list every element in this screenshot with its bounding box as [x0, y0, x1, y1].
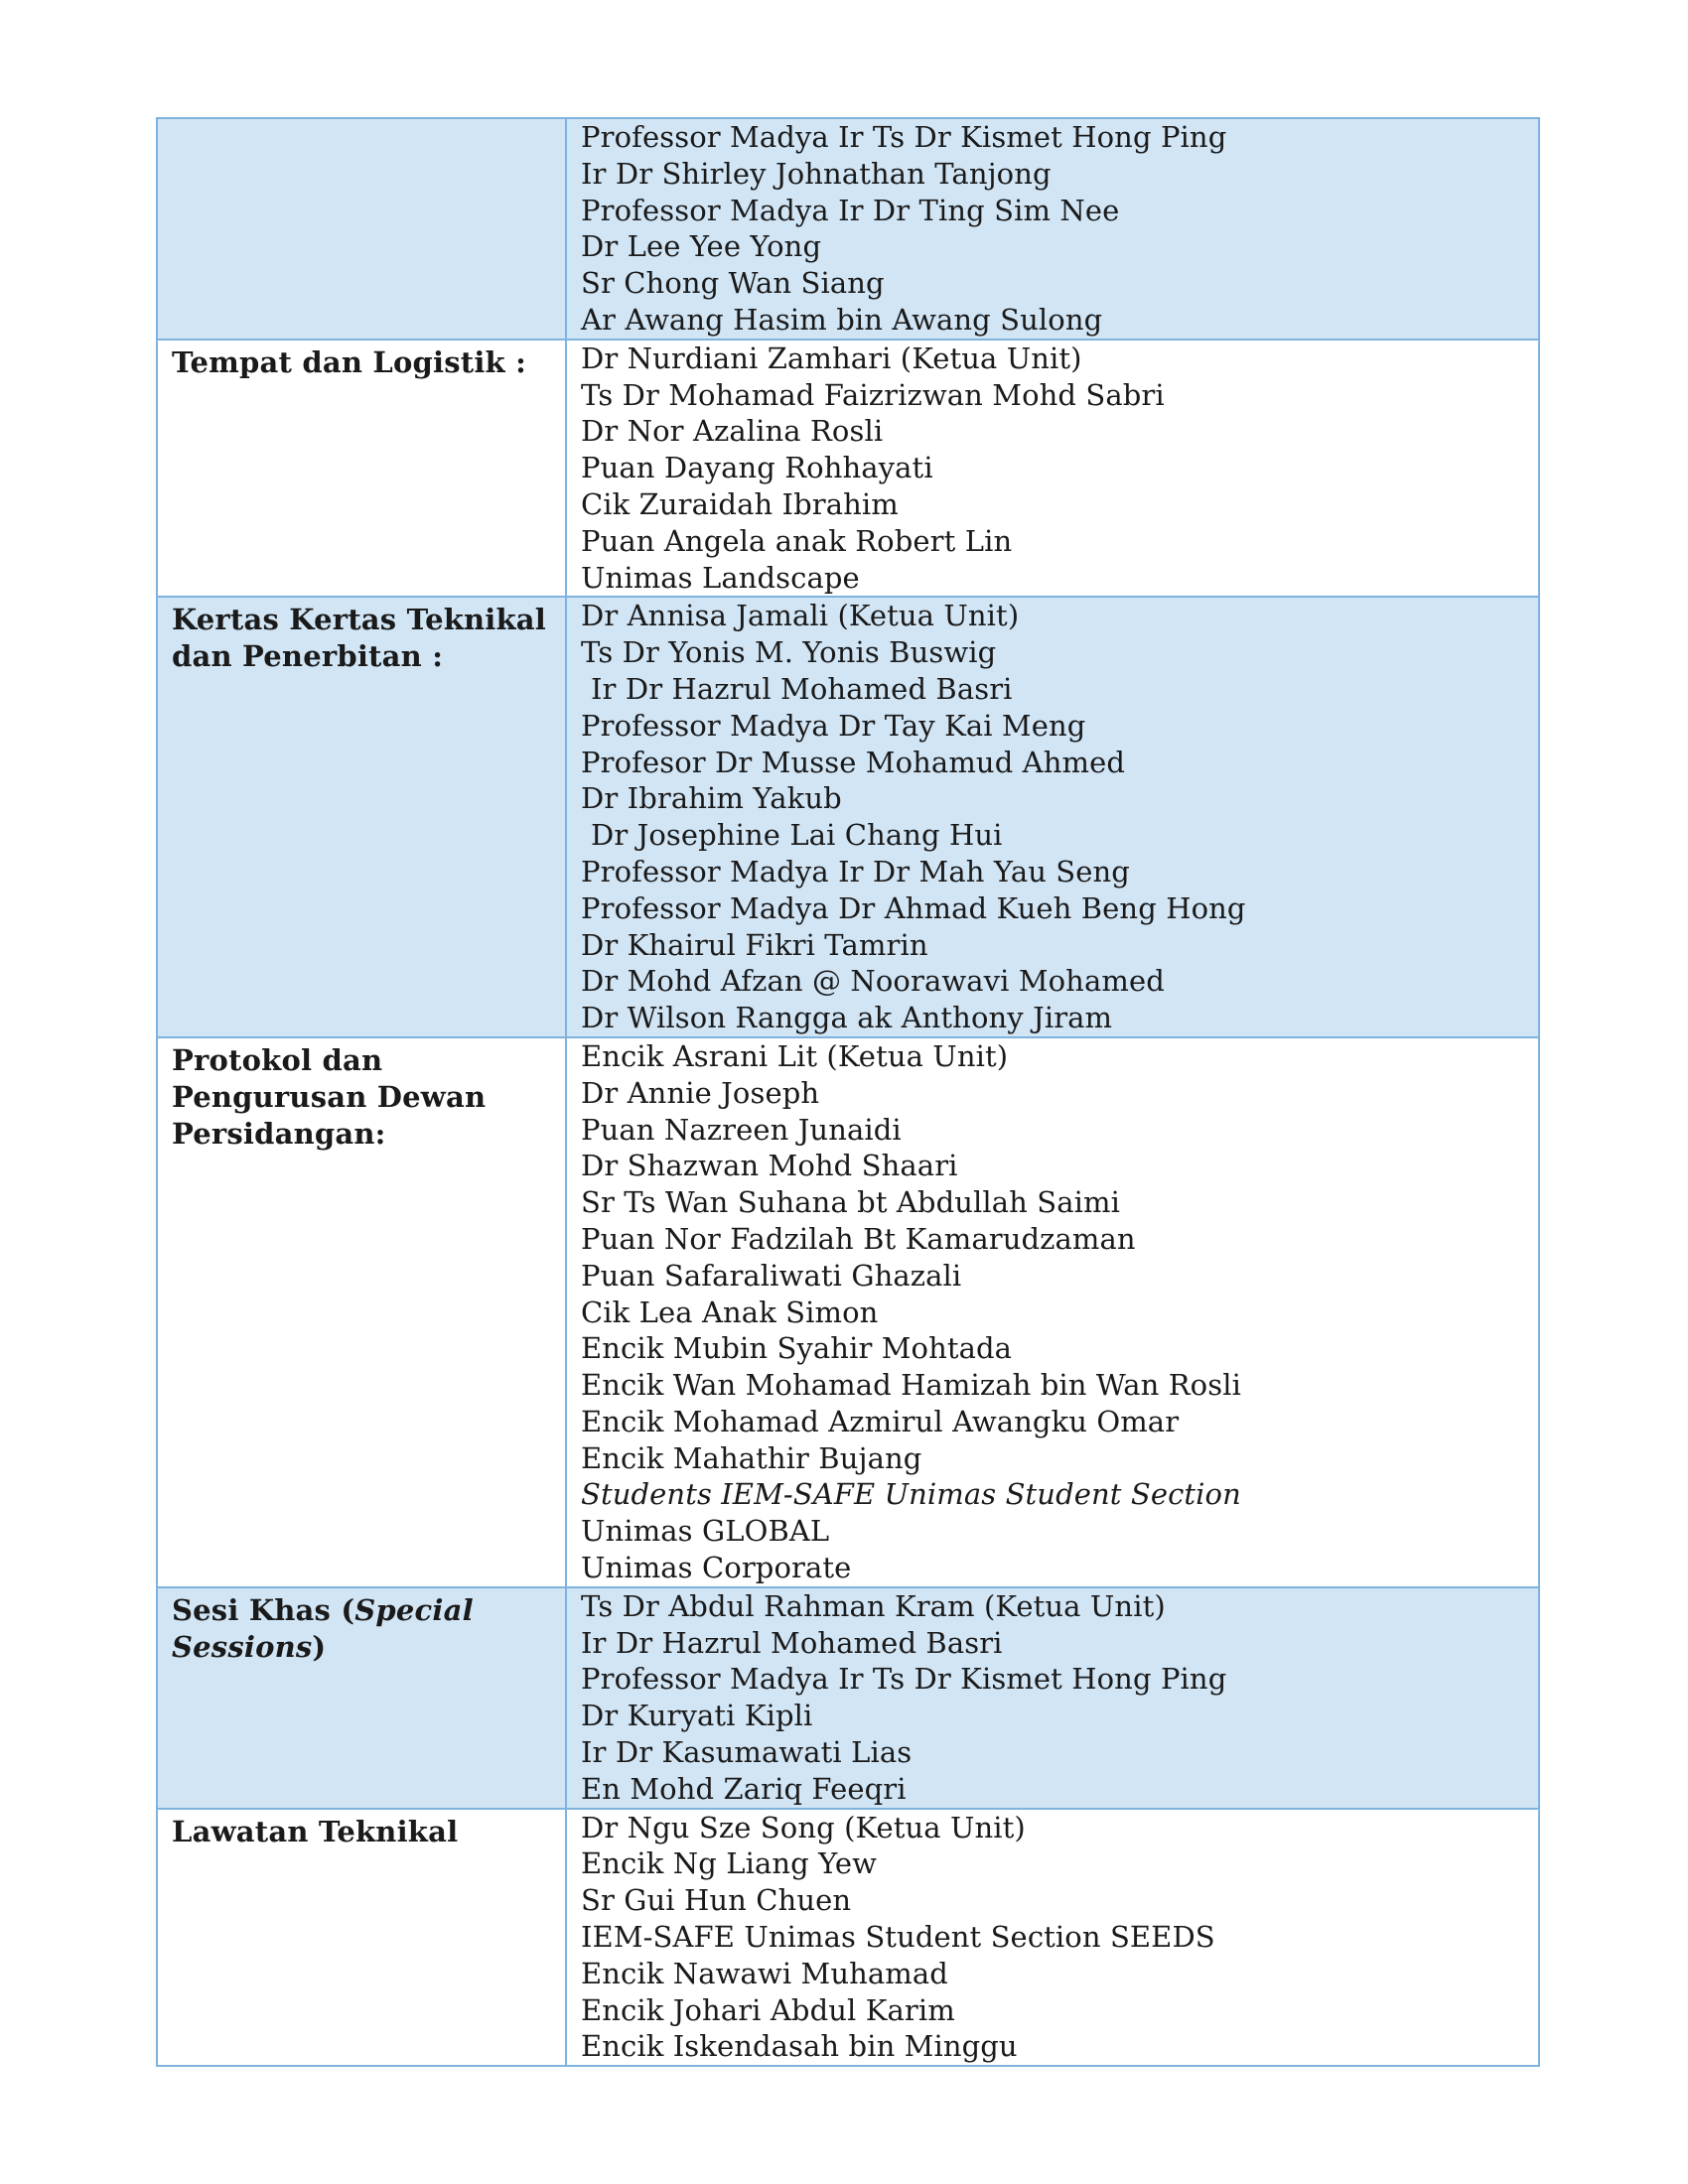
- member-name: Ts Dr Yonis M. Yonis Buswig: [581, 635, 997, 670]
- committee-members: [566, 340, 1539, 598]
- member-name: Students IEM-SAFE Unimas Student Section: [581, 1477, 1241, 1512]
- committee-label-line: Tempat dan Logistik :: [172, 344, 527, 379]
- label-italic-text: Special: [354, 1592, 474, 1627]
- member-name: Puan Dayang Rohhayati: [581, 451, 933, 485]
- committee-label-line: Protokol dan: [172, 1042, 383, 1077]
- member-name: Ir Dr Hazrul Mohamed Basri: [581, 1625, 1003, 1660]
- member-name: Ir Dr Kasumawati Lias: [581, 1735, 913, 1770]
- committee-row: [157, 118, 1539, 340]
- member-name: Professor Madya Ir Ts Dr Kismet Hong Ping: [581, 120, 1227, 154]
- member-name: Encik Johari Abdul Karim: [581, 1992, 955, 2027]
- committee-members: [566, 118, 1539, 340]
- committee-label-line: Lawatan Teknikal: [172, 1814, 459, 1848]
- member-name: Unimas Landscape: [581, 560, 860, 595]
- member-name: Professor Madya Dr Tay Kai Meng: [581, 708, 1086, 743]
- member-name: Dr Wilson Rangga ak Anthony Jiram: [581, 1001, 1113, 1035]
- label-text: Sesi Khas (: [172, 1592, 355, 1627]
- committee-row: [157, 1037, 1539, 1587]
- member-name: Ir Dr Hazrul Mohamed Basri: [591, 671, 1013, 706]
- committee-row: [157, 1809, 1539, 2067]
- committee-members: [566, 1037, 1539, 1587]
- member-name: Puan Safaraliwati Ghazali: [581, 1258, 962, 1293]
- committee-members: [566, 1809, 1539, 2067]
- member-name: Unimas GLOBAL: [581, 1514, 830, 1549]
- member-name: Ir Dr Shirley Johnathan Tanjong: [581, 156, 1052, 191]
- member-name: Dr Khairul Fikri Tamrin: [581, 927, 928, 962]
- member-name: Dr Annie Joseph: [581, 1075, 820, 1110]
- committee-table: [156, 117, 1540, 2067]
- member-name: Ts Dr Abdul Rahman Kram (Ketua Unit): [581, 1588, 1166, 1623]
- committee-label-line: [172, 1592, 555, 1629]
- member-name: Encik Iskendasah bin Minggu: [581, 2029, 1018, 2064]
- committee-row: [157, 597, 1539, 1037]
- member-name: Dr Ngu Sze Song (Ketua Unit): [581, 1810, 1026, 1844]
- committee-label: [157, 1587, 566, 1809]
- member-name: Encik Mahathir Bujang: [581, 1440, 922, 1475]
- committee-label: [157, 1037, 566, 1587]
- member-name: En Mohd Zariq Feeqri: [581, 1771, 907, 1806]
- committee-label: [157, 1809, 566, 2067]
- member-name: IEM-SAFE Unimas Student Section SEEDS: [581, 1920, 1215, 1955]
- member-name: Dr Lee Yee Yong: [581, 229, 822, 264]
- committee-members: [566, 597, 1539, 1037]
- committee-label-line: Kertas Kertas Teknikal: [172, 603, 547, 637]
- member-name: Encik Mohamad Azmirul Awangku Omar: [581, 1404, 1180, 1438]
- member-name: Cik Zuraidah Ibrahim: [581, 486, 899, 521]
- committee-label: [157, 597, 566, 1037]
- member-name: Professor Madya Ir Ts Dr Kismet Hong Ping: [581, 1662, 1227, 1697]
- member-name: Puan Nor Fadzilah Bt Kamarudzaman: [581, 1221, 1136, 1256]
- committee-label: [157, 118, 566, 340]
- member-name: Encik Ng Liang Yew: [581, 1846, 878, 1881]
- member-name: Sr Chong Wan Siang: [581, 266, 885, 301]
- member-name: Profesor Dr Musse Mohamud Ahmed: [581, 745, 1126, 779]
- member-name: Professor Madya Dr Ahmad Kueh Beng Hong: [581, 890, 1246, 925]
- member-name: Dr Nor Azalina Rosli: [581, 414, 884, 449]
- committee-label-line: [172, 1629, 555, 1666]
- committee-label-line: Pengurusan Dewan: [172, 1079, 487, 1114]
- member-name: Professor Madya Ir Dr Ting Sim Nee: [581, 193, 1120, 227]
- committee-row: [157, 340, 1539, 598]
- member-name: Dr Nurdiani Zamhari (Ketua Unit): [581, 341, 1082, 375]
- member-name: Sr Ts Wan Suhana bt Abdullah Saimi: [581, 1185, 1120, 1220]
- member-name: Encik Mubin Syahir Mohtada: [581, 1331, 1013, 1366]
- member-name: Ar Awang Hasim bin Awang Sulong: [581, 302, 1103, 337]
- member-name: Dr Josephine Lai Chang Hui: [591, 818, 1003, 853]
- member-name: Ts Dr Mohamad Faizrizwan Mohd Sabri: [581, 377, 1165, 412]
- committee-row: [157, 1587, 1539, 1809]
- label-text: ): [312, 1629, 327, 1664]
- label-italic-text: Sessions: [172, 1629, 313, 1664]
- member-name: Professor Madya Ir Dr Mah Yau Seng: [581, 854, 1130, 888]
- member-name: Encik Asrani Lit (Ketua Unit): [581, 1038, 1009, 1073]
- member-name: Unimas Corporate: [581, 1551, 852, 1585]
- member-name: Dr Annisa Jamali (Ketua Unit): [581, 599, 1020, 633]
- member-name: Dr Mohd Afzan @ Noorawavi Mohamed: [581, 964, 1165, 999]
- member-name: Cik Lea Anak Simon: [581, 1295, 879, 1329]
- member-name: Sr Gui Hun Chuen: [581, 1883, 852, 1918]
- member-name: Encik Nawawi Muhamad: [581, 1956, 948, 1990]
- member-name: Dr Ibrahim Yakub: [581, 781, 842, 816]
- member-name: Dr Kuryati Kipli: [581, 1699, 813, 1733]
- committee-label-line: Persidangan:: [172, 1116, 386, 1151]
- committee-members: [566, 1587, 1539, 1809]
- member-name: Dr Shazwan Mohd Shaari: [581, 1149, 958, 1183]
- committee-label-line: dan Penerbitan :: [172, 639, 444, 674]
- member-name: Puan Nazreen Junaidi: [581, 1112, 902, 1147]
- committee-label: [157, 340, 566, 598]
- member-name: Encik Wan Mohamad Hamizah bin Wan Rosli: [581, 1368, 1241, 1403]
- member-name: Puan Angela anak Robert Lin: [581, 523, 1013, 558]
